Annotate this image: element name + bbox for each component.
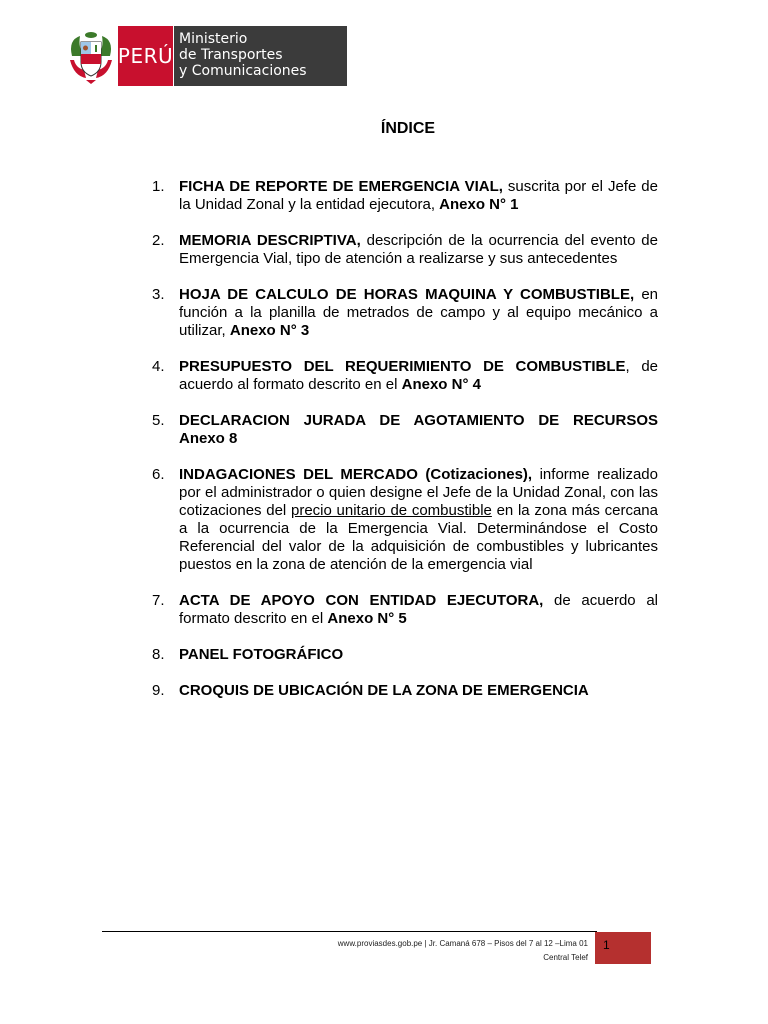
- index-list: [152, 178, 658, 718]
- footer-divider: [102, 931, 597, 932]
- index-item-text: , de acuerdo al formato descrito en el: [179, 358, 659, 393]
- ministry-header: [66, 26, 347, 86]
- page-title: ÍNDICE: [380, 120, 436, 137]
- index-item-text: DECLARACION JURADA DE AGOTAMIENTO DE RECURSOS Anexo 8: [179, 412, 658, 447]
- index-item-text: Anexo N° 3: [229, 322, 310, 339]
- index-item-text: MEMORIA DESCRIPTIVA,: [179, 232, 361, 249]
- ministry-line: y Comunicaciones: [179, 63, 307, 79]
- index-item: [152, 682, 658, 700]
- index-item-text: INDAGACIONES DEL MERCADO (Cotizaciones),: [179, 466, 533, 483]
- index-item-number: 4.: [152, 358, 165, 375]
- index-item-number: 5.: [152, 412, 165, 429]
- ministry-name-box: [174, 26, 347, 86]
- index-item-number: 3.: [152, 286, 165, 303]
- index-item-number: 7.: [152, 592, 165, 609]
- index-item: [152, 178, 658, 214]
- index-item-text: en función a la planilla de metrados de campo y al equipo mecánico a utilizar,: [179, 286, 659, 339]
- page-number: 1: [603, 938, 610, 952]
- index-item-text: Anexo N° 4: [401, 376, 481, 393]
- index-item-text: Anexo N° 1: [439, 196, 519, 213]
- coat-of-arms-icon: [66, 26, 116, 86]
- index-item-text: FICHA DE REPORTE DE EMERGENCIA VIAL,: [179, 178, 503, 195]
- index-item: [152, 466, 658, 574]
- index-item-number: 2.: [152, 232, 165, 249]
- index-item-text: HOJA DE CALCULO DE HORAS MAQUINA Y COMBUSTIBLE,: [179, 286, 635, 303]
- footer-line-1: www.proviasdes.gob.pe | Jr. Camaná 678 – Pisos del 7 al 12 –Lima 01: [337, 939, 588, 948]
- index-item-text: en la zona más cercana a la ocurrencia de la Emergencia Vial. Determinándose el Costo Referencial del valor de la adquisición de combustibles y lubricantes puestos en la zona de atención de la emergencia vial: [179, 502, 658, 573]
- index-item-text: descripción de la ocurrencia del evento de Emergencia Vial, tipo de atención a realizarse y sus antecedentes: [179, 232, 658, 267]
- index-item: [152, 412, 658, 448]
- ministry-line: de Transportes: [179, 47, 283, 63]
- index-item-text: ACTA DE APOYO CON ENTIDAD EJECUTORA,: [179, 592, 544, 609]
- index-item: [152, 232, 658, 268]
- footer-address: [250, 937, 588, 965]
- index-item-text: PANEL FOTOGRÁFICO: [179, 646, 344, 663]
- country-badge: [118, 26, 173, 86]
- index-item-text: CROQUIS DE UBICACIÓN DE LA ZONA DE EMERGENCIA: [179, 682, 589, 699]
- index-item-number: 6.: [152, 466, 165, 483]
- index-item-text: de acuerdo al formato descrito en el: [179, 592, 658, 627]
- index-item-text: precio unitario de combustible: [290, 502, 492, 519]
- index-item-number: 9.: [152, 682, 165, 699]
- index-item-text: PRESUPUESTO DEL REQUERIMIENTO DE COMBUSTIBLE: [179, 358, 626, 375]
- index-item-number: 1.: [152, 178, 165, 195]
- index-item-text: suscrita por el Jefe de la Unidad Zonal y la entidad ejecutora,: [179, 178, 658, 213]
- index-item: [152, 286, 658, 340]
- page-number-box: [595, 932, 651, 964]
- index-item: [152, 592, 658, 628]
- country-label: PERÚ: [117, 44, 174, 68]
- footer-line-2: Central Telef: [543, 953, 588, 962]
- index-item-text: informe realizado por el administrador o quien designe el Jefe de la Unidad Zonal, con las cotizaciones del: [179, 466, 658, 519]
- index-item-number: 8.: [152, 646, 165, 663]
- index-item: [152, 646, 658, 664]
- index-item: [152, 358, 658, 394]
- index-item-text: Anexo N° 5: [327, 610, 407, 627]
- ministry-line: Ministerio: [179, 31, 248, 47]
